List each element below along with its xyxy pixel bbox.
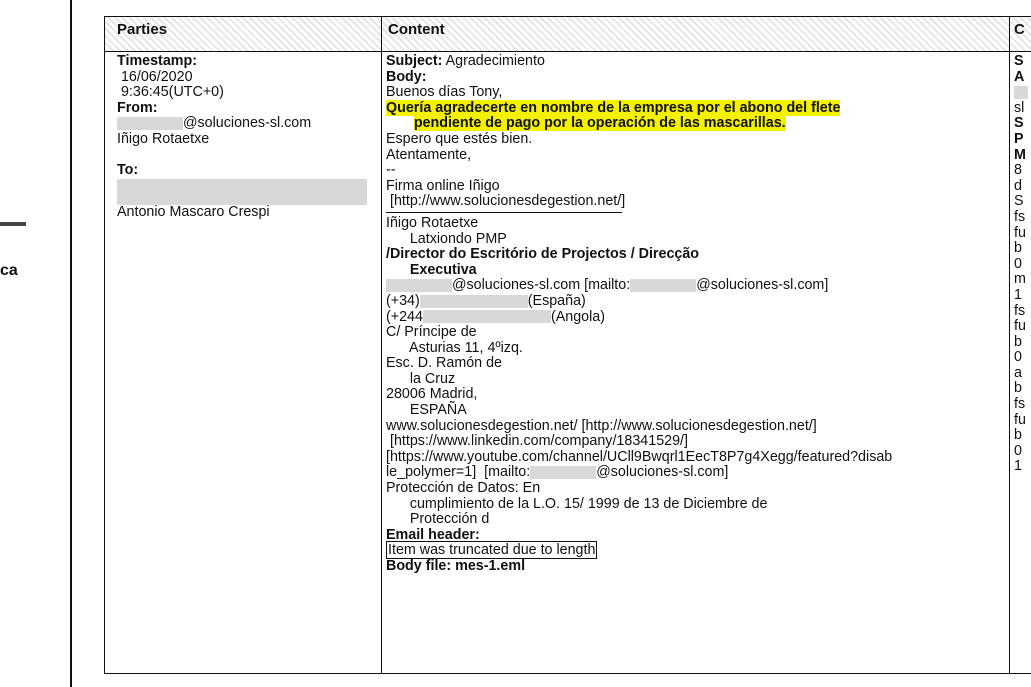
phone: (+34) (386, 292, 420, 309)
third-fragment: fu (1014, 411, 1026, 428)
sender-email: @soluciones-sl.com [mailto: (452, 277, 631, 294)
third-fragment: 0 (1014, 349, 1022, 366)
web-link: @soluciones-sl.com] (596, 464, 729, 481)
web-link: www.solucionesdegestion.net/ [http://www.solucionesdegestion.net/] (386, 417, 817, 434)
redaction (117, 117, 183, 130)
third-fragment: 1 (1014, 286, 1022, 303)
third-fragment: S (1014, 115, 1024, 132)
highlight-line-1: Quería agradecerte en nombre de la empresa por el abono del flete (386, 99, 841, 116)
from-email: @soluciones-sl.com (183, 115, 312, 132)
protection: Protección d (386, 511, 490, 528)
third-fragment: fu (1014, 318, 1026, 335)
redaction (630, 279, 696, 292)
third-fragment: m (1014, 271, 1026, 288)
timestamp-date: 16/06/2020 (120, 68, 193, 85)
phone: (+244 (386, 308, 423, 325)
content-cell (382, 52, 1010, 674)
protection: Protección de Datos: En (386, 480, 541, 497)
body-label: Body: (386, 68, 427, 85)
address: Esc. D. Ramón de (386, 355, 503, 372)
third-fragment: b (1014, 333, 1022, 350)
address: 28006 Madrid, (386, 386, 478, 403)
web-link: [https://www.youtube.com/channel/UCll9Bwqrl1EecT8P7g4Xegg/featured?disab (386, 448, 893, 465)
subject-label: Subject: (386, 53, 443, 69)
redaction (420, 295, 528, 308)
to-label: To: (117, 162, 139, 179)
greeting: Buenos días Tony, (386, 84, 503, 101)
parties-cell (105, 52, 382, 674)
sender-name: Iñigo Rotaetxe (386, 214, 479, 231)
signature-url: [http://www.solucionesdegestion.net/] (386, 193, 626, 210)
truncated-note: Item was truncated due to length (388, 542, 596, 559)
sender-role: /Director do Escritório de Projectos / Direcção (386, 246, 700, 263)
body-line: Atentamente, (386, 146, 472, 163)
web-link: [https://www.linkedin.com/company/18341529/] (386, 433, 688, 450)
third-fragment: fu (1014, 224, 1026, 241)
from-name: Iñigo Rotaetxe (117, 130, 210, 147)
third-fragment: fs (1014, 208, 1026, 225)
redaction (530, 466, 596, 479)
header-parties: Parties (105, 17, 382, 52)
third-fragment: a (1014, 364, 1022, 381)
sender-email: @soluciones-sl.com] (696, 277, 829, 294)
header-content: Content (382, 17, 1010, 52)
redaction (1014, 86, 1028, 99)
third-column-cell (1010, 52, 1031, 674)
signature-line: Firma online Iñigo (386, 177, 500, 194)
address: ESPAÑA (386, 402, 467, 419)
left-text-fragment: ca (0, 262, 18, 279)
header-third: C (1010, 17, 1031, 52)
third-fragment: b (1014, 380, 1022, 397)
redaction (117, 179, 367, 205)
phone: (Angola) (550, 308, 606, 325)
third-fragment: b (1014, 240, 1022, 257)
third-fragment: sl (1014, 99, 1025, 116)
address: Asturias 11, 4ºizq. (386, 339, 523, 356)
third-fragment: fs (1014, 396, 1026, 413)
from-label: From: (117, 99, 158, 116)
left-vertical-rule (70, 0, 72, 687)
address: la Cruz (386, 370, 456, 387)
sender-cert: Latxiondo PMP (386, 230, 507, 247)
phone: (España) (527, 292, 586, 309)
message-table (104, 16, 1031, 674)
third-fragment: S (1014, 53, 1024, 69)
third-fragment: P (1014, 130, 1024, 147)
signature-dash: -- (386, 162, 396, 179)
to-name: Antonio Mascaro Crespi (117, 203, 270, 220)
third-fragment: 0 (1014, 255, 1022, 272)
third-fragment: d (1014, 177, 1022, 194)
third-fragment: 8 (1014, 162, 1022, 179)
protection: cumplimiento de la L.O. 15/ 1999 de 13 de Diciembre de (386, 495, 768, 512)
third-fragment: A (1014, 68, 1025, 85)
sender-role: Executiva (386, 261, 477, 278)
third-fragment: 1 (1014, 458, 1022, 475)
web-link: le_polymer=1] [mailto: (386, 464, 531, 481)
third-fragment: 0 (1014, 442, 1022, 459)
redaction (386, 279, 452, 292)
subject-text: Agradecimiento (442, 53, 545, 69)
third-fragment: M (1014, 146, 1026, 163)
body-file: Body file: mes-1.eml (386, 558, 526, 574)
timestamp-time: 9:36:45(UTC+0) (120, 84, 224, 101)
left-small-mark (0, 222, 26, 226)
address: C/ Príncipe de (386, 324, 477, 341)
body-line: Espero que estés bien. (386, 130, 533, 147)
timestamp-label: Timestamp: (117, 53, 197, 69)
email-header-label: Email header: (386, 526, 480, 543)
third-fragment: b (1014, 427, 1022, 444)
highlight-line-2: pendiente de pago por la operación de las mascarillas. (413, 115, 786, 132)
third-fragment: fs (1014, 302, 1026, 319)
divider (386, 212, 622, 213)
redaction (423, 310, 551, 323)
third-fragment: S (1014, 193, 1024, 210)
